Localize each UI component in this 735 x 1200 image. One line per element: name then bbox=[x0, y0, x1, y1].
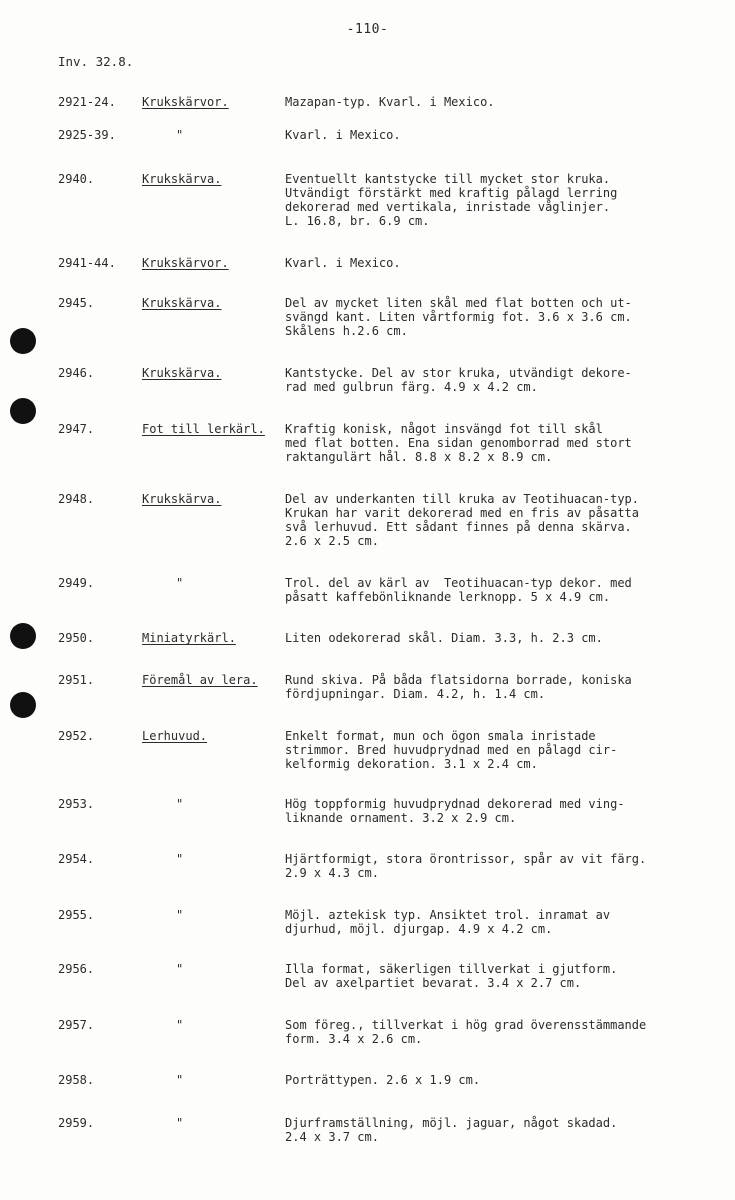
inventory-header: Inv. 32.8. bbox=[58, 54, 134, 69]
entry-category: " bbox=[176, 797, 184, 811]
entry-description: Kvarl. i Mexico. bbox=[285, 128, 401, 142]
entry-description: Liten odekorerad skål. Diam. 3.3, h. 2.3 cm. bbox=[285, 631, 603, 645]
entry-description: Hjärtformigt, stora örontrissor, spår av vit färg. 2.9 x 4.3 cm. bbox=[285, 852, 647, 880]
entry-category: Fot till lerkärl. bbox=[142, 422, 265, 436]
punch-hole bbox=[10, 692, 36, 718]
entry-description: Möjl. aztekisk typ. Ansiktet trol. inramat av djurhud, möjl. djurgap. 4.9 x 4.2 cm. bbox=[285, 908, 611, 936]
entry-category: Föremål av lera. bbox=[142, 673, 258, 687]
entry-description: Illa format, säkerligen tillverkat i gjutform. Del av axelpartiet bevarat. 3.4 x 2.7 cm. bbox=[285, 962, 618, 990]
punch-hole bbox=[10, 623, 36, 649]
entry-number: 2956. bbox=[58, 962, 95, 976]
entry-number: 2947. bbox=[58, 422, 95, 436]
entry-description: Rund skiva. På båda flatsidorna borrade, koniska fördjupningar. Diam. 4.2, h. 1.4 cm. bbox=[285, 673, 632, 701]
entry-category: Lerhuvud. bbox=[142, 729, 208, 743]
entry-description: Porträttypen. 2.6 x 1.9 cm. bbox=[285, 1073, 481, 1087]
entry-number: 2953. bbox=[58, 797, 95, 811]
entry-description: Mazapan-typ. Kvarl. i Mexico. bbox=[285, 95, 495, 109]
entry-description: Eventuellt kantstycke till mycket stor kruka. Utvändigt förstärkt med kraftig pålagd lerring dekorerad med vertikala, inristade våglinjer. L. 16.8, br. 6.9 cm. bbox=[285, 172, 618, 228]
page-number: -110- bbox=[346, 22, 389, 37]
entry-number: 2941-44. bbox=[58, 256, 116, 270]
entry-number: 2921-24. bbox=[58, 95, 116, 109]
entry-description: Som föreg., tillverkat i hög grad överensstämmande form. 3.4 x 2.6 cm. bbox=[285, 1018, 647, 1046]
entry-description: Trol. del av kärl av Teotihuacan-typ dekor. med påsatt kaffebönliknande lerknopp. 5 x 4.9 cm. bbox=[285, 576, 632, 604]
entry-category: Miniatyrkärl. bbox=[142, 631, 236, 645]
entry-description: Del av underkanten till kruka av Teotihuacan-typ. Krukan har varit dekorerad med en fris av påsatta svå lerhuvud. Ett sådant finnes på denna skärva. 2.6 x 2.5 cm. bbox=[285, 492, 640, 548]
entry-number: 2946. bbox=[58, 366, 95, 380]
punch-hole bbox=[10, 328, 36, 354]
entry-category: Krukskärvor. bbox=[142, 256, 229, 270]
entry-number: 2951. bbox=[58, 673, 95, 687]
entry-category: Krukskärva. bbox=[142, 172, 222, 186]
entry-description: Kvarl. i Mexico. bbox=[285, 256, 401, 270]
entry-number: 2959. bbox=[58, 1116, 95, 1130]
entry-number: 2957. bbox=[58, 1018, 95, 1032]
entry-category: Krukskärva. bbox=[142, 296, 222, 310]
entry-category: " bbox=[176, 576, 184, 590]
entry-number: 2948. bbox=[58, 492, 95, 506]
entry-category: " bbox=[176, 852, 184, 866]
entry-category: Krukskärva. bbox=[142, 366, 222, 380]
entry-description: Kraftig konisk, något insvängd fot till skål med flat botten. Ena sidan genomborrad med stort raktangulärt hål. 8.8 x 8.2 x 8.9 cm. bbox=[285, 422, 632, 464]
entry-description: Del av mycket liten skål med flat botten och ut- svängd kant. Liten vårtformig fot. 3.6 x 3.6 cm. Skålens h.2.6 cm. bbox=[285, 296, 632, 338]
entry-number: 2954. bbox=[58, 852, 95, 866]
entry-category: " bbox=[176, 962, 184, 976]
entry-category: " bbox=[176, 1073, 184, 1087]
entry-number: 2958. bbox=[58, 1073, 95, 1087]
punch-hole bbox=[10, 398, 36, 424]
entry-description: Hög toppformig huvudprydnad dekorerad med ving- liknande ornament. 3.2 x 2.9 cm. bbox=[285, 797, 625, 825]
entry-number: 2952. bbox=[58, 729, 95, 743]
entry-number: 2945. bbox=[58, 296, 95, 310]
entry-category: Krukskärva. bbox=[142, 492, 222, 506]
entry-category: " bbox=[176, 1116, 184, 1130]
entry-description: Djurframställning, möjl. jaguar, något skadad. 2.4 x 3.7 cm. bbox=[285, 1116, 618, 1144]
entry-category: Krukskärvor. bbox=[142, 95, 229, 109]
entry-category: " bbox=[176, 908, 184, 922]
entry-number: 2940. bbox=[58, 172, 95, 186]
entry-category: " bbox=[176, 1018, 184, 1032]
entry-description: Enkelt format, mun och ögon smala inristade strimmor. Bred huvudprydnad med en pålagd cir- kelformig dekoration. 3.1 x 2.4 cm. bbox=[285, 729, 618, 771]
entry-category: " bbox=[176, 128, 184, 142]
entry-number: 2955. bbox=[58, 908, 95, 922]
entry-number: 2949. bbox=[58, 576, 95, 590]
entry-description: Kantstycke. Del av stor kruka, utvändigt dekore- rad med gulbrun färg. 4.9 x 4.2 cm. bbox=[285, 366, 632, 394]
entry-number: 2925-39. bbox=[58, 128, 116, 142]
entry-number: 2950. bbox=[58, 631, 95, 645]
